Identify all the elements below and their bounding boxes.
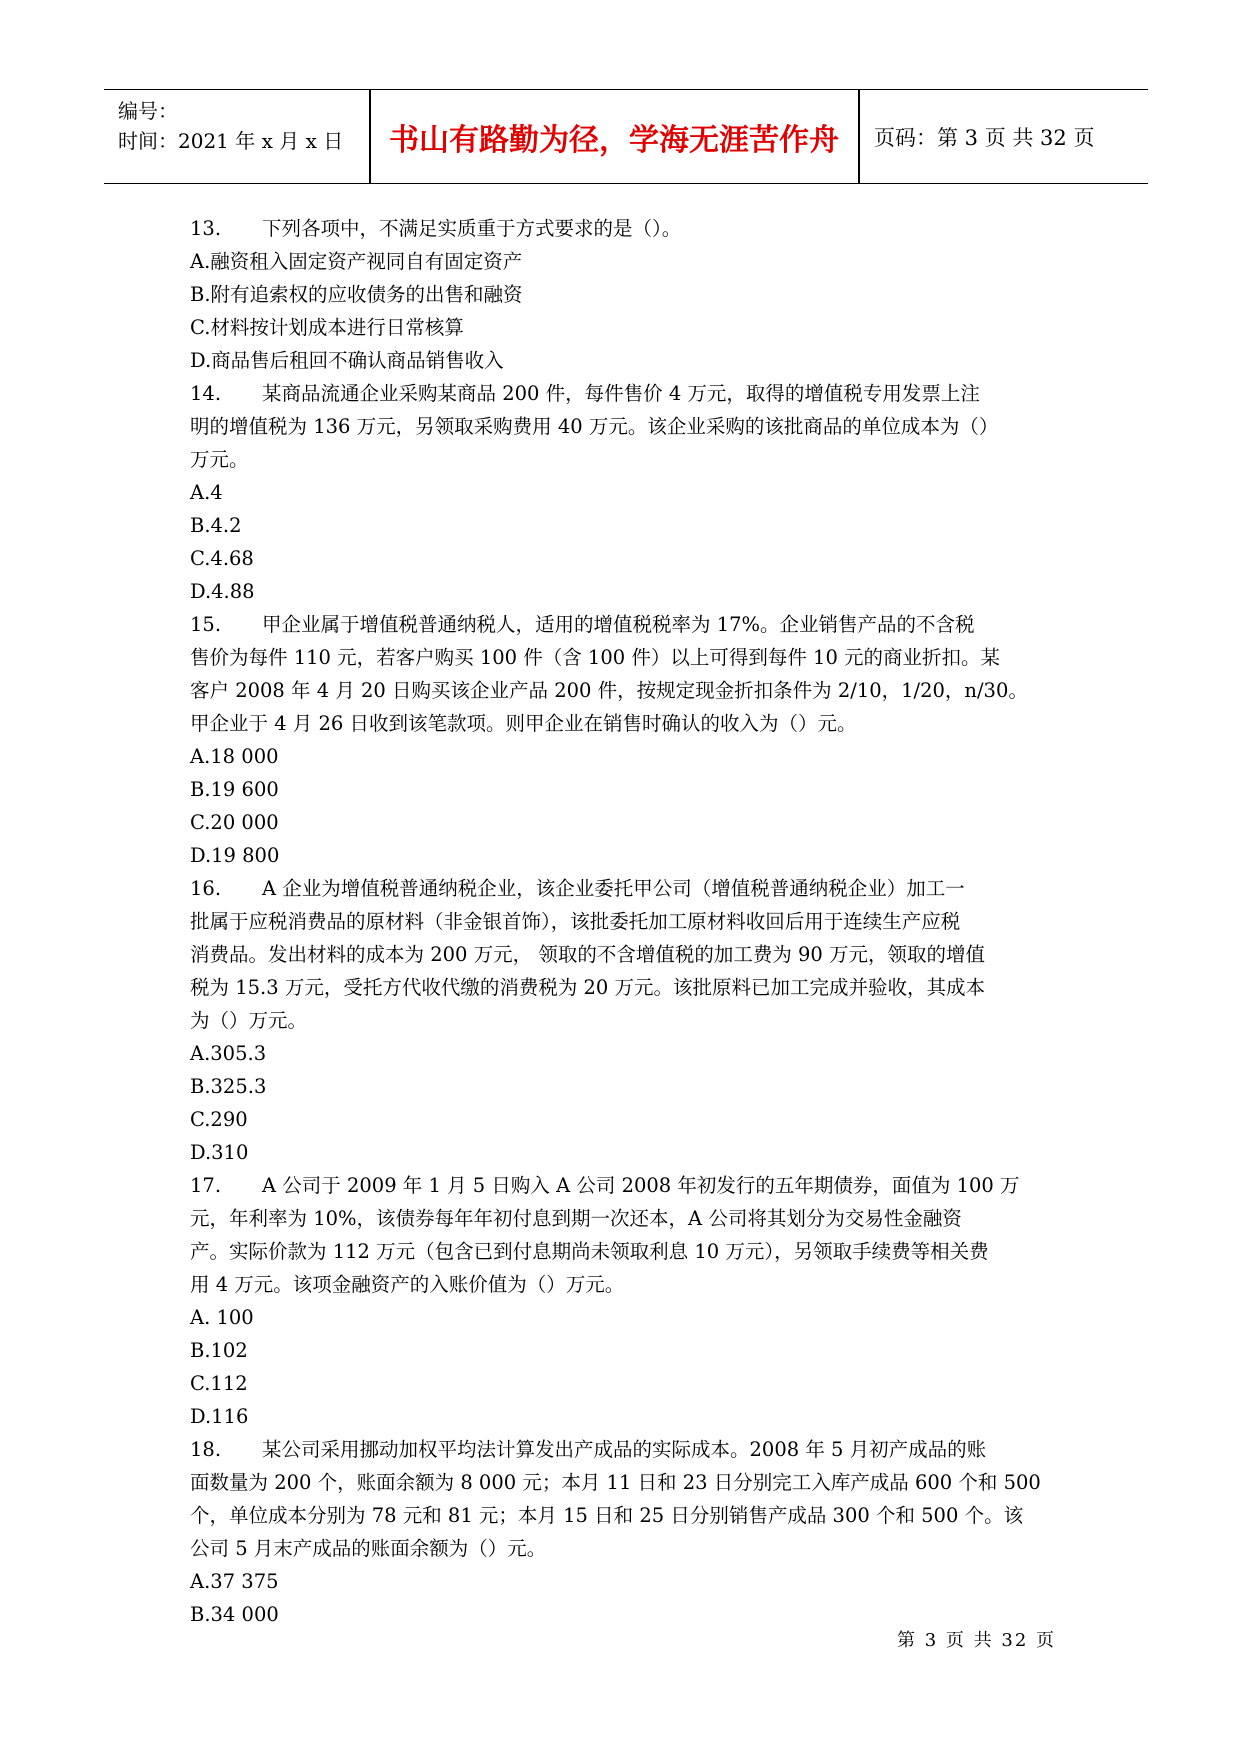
question-line	[190, 212, 1070, 245]
answer-option: B.附有追索权的应收债务的出售和融资	[190, 283, 523, 306]
question-text: 公司 5 月末产成品的账面余额为（）元。	[190, 1537, 547, 1560]
question-block	[190, 377, 1070, 608]
question-number: 15.	[190, 613, 222, 636]
answer-option: A.4	[190, 481, 223, 504]
answer-option: C.290	[190, 1108, 248, 1131]
question-text: 税为 15.3 万元，受托方代收代缴的消费税为 20 万元。该批原料已加工完成并验收，其成本	[190, 976, 986, 999]
question-number: 16.	[190, 877, 222, 900]
question-block	[190, 608, 1070, 872]
time-label: 时间：2021 年 x 月 x 日	[118, 129, 344, 153]
question-block	[190, 1433, 1070, 1631]
page-footer: 第 3 页 共 32 页	[897, 1630, 1056, 1651]
question-line	[190, 377, 1070, 410]
page-header	[104, 89, 1148, 184]
answer-option: D.310	[190, 1141, 249, 1164]
answer-option: A.融资租入固定资产视同自有固定资产	[190, 250, 523, 273]
answer-option: B.102	[190, 1339, 248, 1362]
question-text: 客户 2008 年 4 月 20 日购买该企业产品 200 件，按规定现金折扣条件为 2/10，1/20，n/30。	[190, 679, 1028, 702]
question-text: 甲企业属于增值税普通纳税人，适用的增值税税率为 17%。企业销售产品的不含税	[262, 613, 975, 636]
question-block	[190, 872, 1070, 1169]
question-number: 17.	[190, 1174, 222, 1197]
question-text: 为（）万元。	[190, 1009, 308, 1032]
question-text: 产。实际价款为 112 万元（包含已到付息期尚未领取利息 10 万元），另领取手续费等相关费	[190, 1240, 989, 1263]
number-label: 编号：	[118, 99, 178, 123]
question-number: 14.	[190, 382, 222, 405]
question-text: 万元。	[190, 448, 249, 471]
question-text: 用 4 万元。该项金融资产的入账价值为（）万元。	[190, 1273, 625, 1296]
question-text: 某公司采用挪动加权平均法计算发出产成品的实际成本。2008 年 5 月初产成品的账	[262, 1438, 987, 1461]
question-line	[190, 608, 1070, 641]
question-line	[190, 1169, 1070, 1202]
question-line	[190, 1433, 1070, 1466]
question-text: 个，单位成本分别为 78 元和 81 元；本月 15 日和 25 日分别销售产成品 300 个和 500 个。该	[190, 1504, 1024, 1527]
header-left-cell	[118, 96, 368, 156]
question-text: 元，年利率为 10%，该债券每年年初付息到期一次还本，A 公司将其划分为交易性金融资	[190, 1207, 962, 1230]
answer-option: A.37 375	[190, 1570, 279, 1593]
answer-option: A.18 000	[190, 745, 279, 768]
question-text: A 企业为增值税普通纳税企业，该企业委托甲公司（增值税普通纳税企业）加工一	[262, 877, 965, 900]
question-text: 售价为每件 110 元，若客户购买 100 件（含 100 件）以上可得到每件 10 元的商业折扣。某	[190, 646, 1001, 669]
answer-option: B.19 600	[190, 778, 279, 801]
answer-option: B.34 000	[190, 1603, 279, 1626]
answer-option: D.19 800	[190, 844, 280, 867]
answer-option: C.20 000	[190, 811, 279, 834]
question-number: 13.	[190, 217, 222, 240]
question-number: 18.	[190, 1438, 222, 1461]
question-text: 甲企业于 4 月 26 日收到该笔款项。则甲企业在销售时确认的收入为（）元。	[190, 712, 857, 735]
question-text: 消费品。发出材料的成本为 200 万元， 领取的不含增值税的加工费为 90 万元，领取的增值	[190, 943, 986, 966]
answer-option: D.商品售后租回不确认商品销售收入	[190, 349, 504, 372]
question-block	[190, 212, 1070, 377]
question-block	[190, 1169, 1070, 1433]
answer-option: D.4.88	[190, 580, 255, 603]
document-body	[190, 212, 1070, 1631]
answer-option: B.325.3	[190, 1075, 267, 1098]
question-text: 批属于应税消费品的原材料（非金银首饰），该批委托加工原材料收回后用于连续生产应税	[190, 910, 961, 933]
answer-option: C.4.68	[190, 547, 254, 570]
answer-option: C.112	[190, 1372, 248, 1395]
answer-option: B.4.2	[190, 514, 242, 537]
header-motto: 书山有路勤为径，学海无涯苦作舟	[389, 122, 839, 158]
question-text: A 公司于 2009 年 1 月 5 日购入 A 公司 2008 年初发行的五年期债券，面值为 100 万	[262, 1174, 1020, 1197]
question-text: 明的增值税为 136 万元，另领取采购费用 40 万元。该企业采购的该批商品的单位成本为（）	[190, 415, 999, 438]
answer-option: A.305.3	[190, 1042, 267, 1065]
header-page-label: 页码：第 3 页 共 32 页	[874, 125, 1095, 150]
question-text: 下列各项中，不满足实质重于方式要求的是（）。	[262, 217, 682, 240]
header-divider	[858, 90, 860, 183]
question-text: 某商品流通企业采购某商品 200 件，每件售价 4 万元，取得的增值税专用发票上注	[262, 382, 980, 405]
answer-option: D.116	[190, 1405, 249, 1428]
answer-option: C.材料按计划成本进行日常核算	[190, 316, 464, 339]
answer-option: A. 100	[190, 1306, 254, 1329]
question-text: 面数量为 200 个，账面余额为 8 000 元；本月 11 日和 23 日分别完工入库产成品 600 个和 500	[190, 1471, 1041, 1494]
question-line	[190, 872, 1070, 905]
